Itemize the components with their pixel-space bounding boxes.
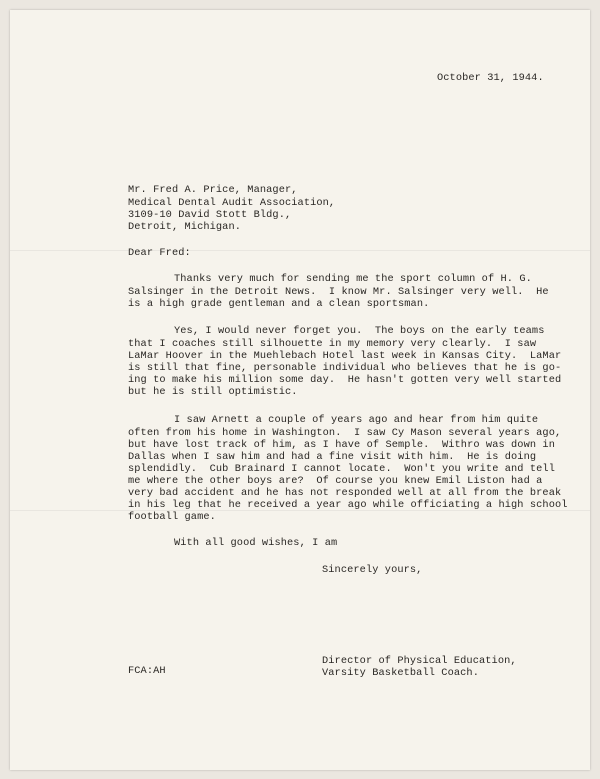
letter-page [10,10,590,770]
paragraph-line: Dallas when I saw him and had a fine visit with him. He is doing [128,451,537,463]
complimentary-close: Sincerely yours, [322,564,423,576]
paragraph-line: LaMar Hoover in the Muehlebach Hotel last week in Kansas City. LaMar [128,350,562,362]
paragraph-line: I saw Arnett a couple of years ago and hear from him quite [174,414,539,426]
letter-date: October 31, 1944. [437,72,544,84]
paragraph-line: splendidly. Cub Brainard I cannot locate. Won't you write and tell [128,463,555,475]
paragraph-line: but he is still optimistic. [128,386,298,398]
paragraph-line: football game. [128,511,216,523]
paragraph-line: Salsinger in the Detroit News. I know Mr. Salsinger very well. He [128,286,549,298]
paragraph-line: is still that fine, personable individual who believes that he is go- [128,362,562,374]
recipient-line: Medical Dental Audit Association, [128,197,336,209]
fold-line [10,250,590,251]
recipient-line: Mr. Fred A. Price, Manager, [128,184,298,196]
paragraph-line: but have lost track of him, as I have of Semple. Withro was down in [128,439,555,451]
paragraph-line: Yes, I would never forget you. The boys on the early teams [174,325,545,337]
paragraph-line: very bad accident and he has not responded well at all from the break [128,487,562,499]
recipient-line: 3109-10 David Stott Bldg., [128,209,292,221]
recipient-line: Detroit, Michigan. [128,221,242,233]
salutation: Dear Fred: [128,247,191,259]
signature-title: Director of Physical Education, [322,655,517,667]
paragraph-line: Thanks very much for sending me the sport column of H. G. [174,273,532,285]
paragraph-line: me where the other boys are? Of course you knew Emil Liston had a [128,475,543,487]
paragraph-line: is a high grade gentleman and a clean sportsman. [128,298,430,310]
paragraph-line: ing to make his million some day. He hasn't gotten very well started [128,374,562,386]
signature-title: Varsity Basketball Coach. [322,667,479,679]
paragraph-line: often from his home in Washington. I saw Cy Mason several years ago, [128,427,562,439]
paragraph-line: in his leg that he received a year ago while officiating a high school [128,499,568,511]
closing-wishes: With all good wishes, I am [174,537,338,549]
typist-initials: FCA:AH [128,665,166,677]
paragraph-line: that I coaches still silhouette in my memory very clearly. I saw [128,338,537,350]
